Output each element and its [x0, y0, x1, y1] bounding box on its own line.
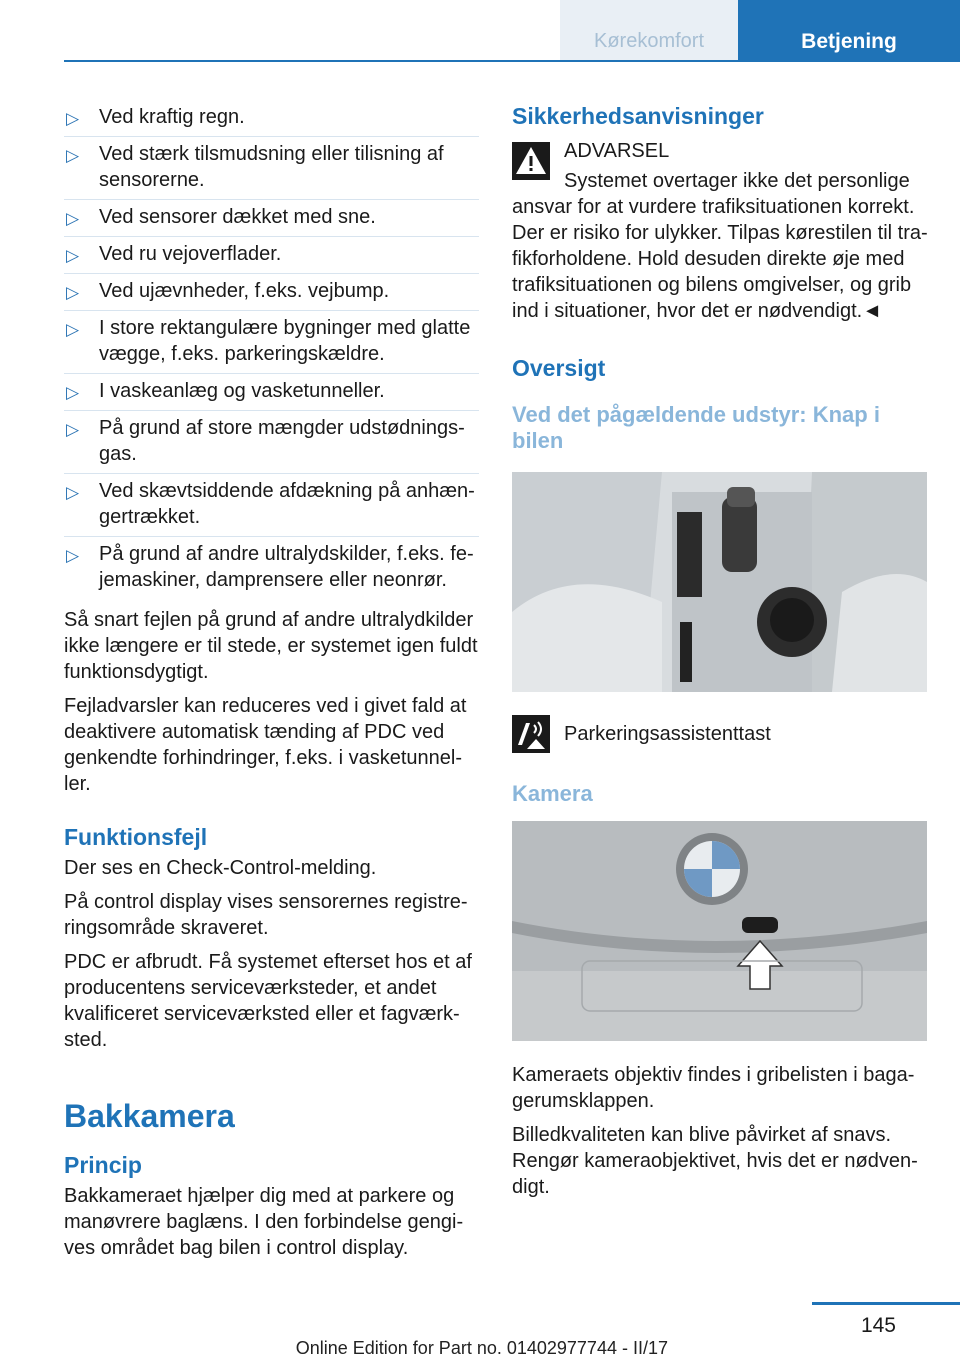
parking-assist-key — [512, 715, 930, 755]
triangle-bullet-icon: ▷ — [66, 109, 80, 128]
list-item: ▷ Ved stærk tilsmudsning eller tilisning af sensorerne. — [64, 137, 479, 200]
list-item: ▷ Ved skævtsiddende afdækning på anhæn- gertrækket. — [64, 474, 479, 537]
page-number: 145 — [860, 1314, 896, 1337]
triangle-bullet-icon: ▷ — [66, 420, 80, 439]
right-column — [512, 100, 930, 1200]
section-heading-funktionsfejl: Funktionsfejl — [64, 824, 208, 850]
section-heading-princip: Princip — [64, 1152, 142, 1178]
section-heading-safety: Sikkerhedsanvisninger — [512, 103, 764, 129]
header-chapter-tab[interactable] — [738, 0, 960, 62]
list-item: ▷ På grund af store mængder udstødnings- gas. — [64, 411, 479, 474]
list-item: ▷ På grund af andre ultralydskilder, f.eks. fe- jemaskiner, damprensere eller neonrør. — [66, 543, 474, 591]
list-item: ▷ Ved ujævnheder, f.eks. vejbump. — [64, 274, 479, 311]
chapter-heading-bakkamera: Bakkamera — [64, 1098, 235, 1134]
subsection-heading-udstyr: Ved det pågældende udstyr: Knap i bilen — [512, 402, 880, 453]
warning-title: ADVARSEL — [564, 140, 670, 162]
list-item: ▷ I vaskeanlæg og vasketunneller. — [64, 374, 479, 411]
triangle-bullet-icon: ▷ — [66, 320, 80, 339]
warning-triangle-icon — [512, 142, 550, 180]
triangle-bullet-icon: ▷ — [66, 146, 80, 165]
warning-text: Systemet overtager ikke det personlige ansvar for at vurdere trafiksituationen korrekt. Der er risiko for ulykker. Tilpas kørestilen til tra- fikforholdene. Hold desuden direkte øje med trafiksituationen og bilens omgivelser, og grib ind i situationer, hvor det er nødvendigt.◄ — [512, 170, 928, 322]
parking-sensor-icon — [512, 715, 550, 753]
body-paragraph: Der ses en Check-Control-melding. — [64, 857, 377, 879]
list-item: ▷ Ved sensorer dækket med sne. — [64, 200, 479, 237]
center-console-photo — [512, 472, 927, 692]
section-heading-oversigt: Oversigt — [512, 355, 606, 381]
body-paragraph: Så snart fejlen på grund af andre ultralydkilder ikke længere er til stede, er systemet igen fuldt funktionsdygtigt. — [64, 609, 478, 683]
subsection-heading-kamera: Kamera — [512, 781, 593, 806]
triangle-bullet-icon: ▷ — [66, 483, 80, 502]
left-column — [64, 100, 479, 1261]
body-paragraph: Bakkameraet hjælper dig med at parkere og manøvrere baglæns. I den forbindelse gengi- ves området bag bilen i control display. — [64, 1185, 464, 1259]
body-paragraph: På control display vises sensorernes registre- ringsområde skraveret. — [64, 891, 468, 939]
footer-rule — [812, 1302, 960, 1305]
triangle-bullet-icon: ▷ — [66, 383, 80, 402]
body-paragraph: Kameraets objektiv findes i gribelisten i baga- gerumsklappen. — [512, 1064, 915, 1112]
list-item: ▷ Ved kraftig regn. — [64, 100, 479, 137]
condition-list — [64, 100, 479, 599]
rear-camera-photo — [512, 821, 927, 1041]
list-item: ▷ I store rektangulære bygninger med glatte vægge, f.eks. parkeringskældre. — [64, 311, 479, 374]
body-paragraph: Billedkvaliteten kan blive påvirket af snavs. Rengør kameraobjektivet, hvis det er nødven- digt. — [512, 1124, 918, 1198]
triangle-bullet-icon: ▷ — [66, 209, 80, 228]
triangle-bullet-icon: ▷ — [66, 546, 80, 565]
triangle-bullet-icon: ▷ — [66, 283, 80, 302]
triangle-bullet-icon: ▷ — [66, 246, 80, 265]
body-paragraph: Fejladvarsler kan reduceres ved i givet fald at deaktivere automatisk tænding af PDC ved genkendte forhindringer, f.eks. i vasketunnel- ler. — [64, 695, 467, 795]
body-paragraph: PDC er afbrudt. Få systemet efterset hos et af producentens serviceværksteder, et andet kvalificeret serviceværksted eller et fagværk- sted. — [64, 951, 472, 1051]
warning-block — [512, 138, 930, 164]
header-chapter-label: Betjening — [801, 30, 897, 53]
header-rule — [64, 60, 960, 62]
header-section-label: Kørekomfort — [593, 30, 705, 52]
page-header — [0, 0, 960, 62]
key-label: Parkeringsassistenttast — [564, 723, 771, 745]
header-section-tab[interactable] — [560, 0, 738, 62]
list-item: ▷ Ved ru vejoverflader. — [64, 237, 479, 274]
edition-note: Online Edition for Part no. 01402977744 - II/17 — [295, 1338, 668, 1358]
